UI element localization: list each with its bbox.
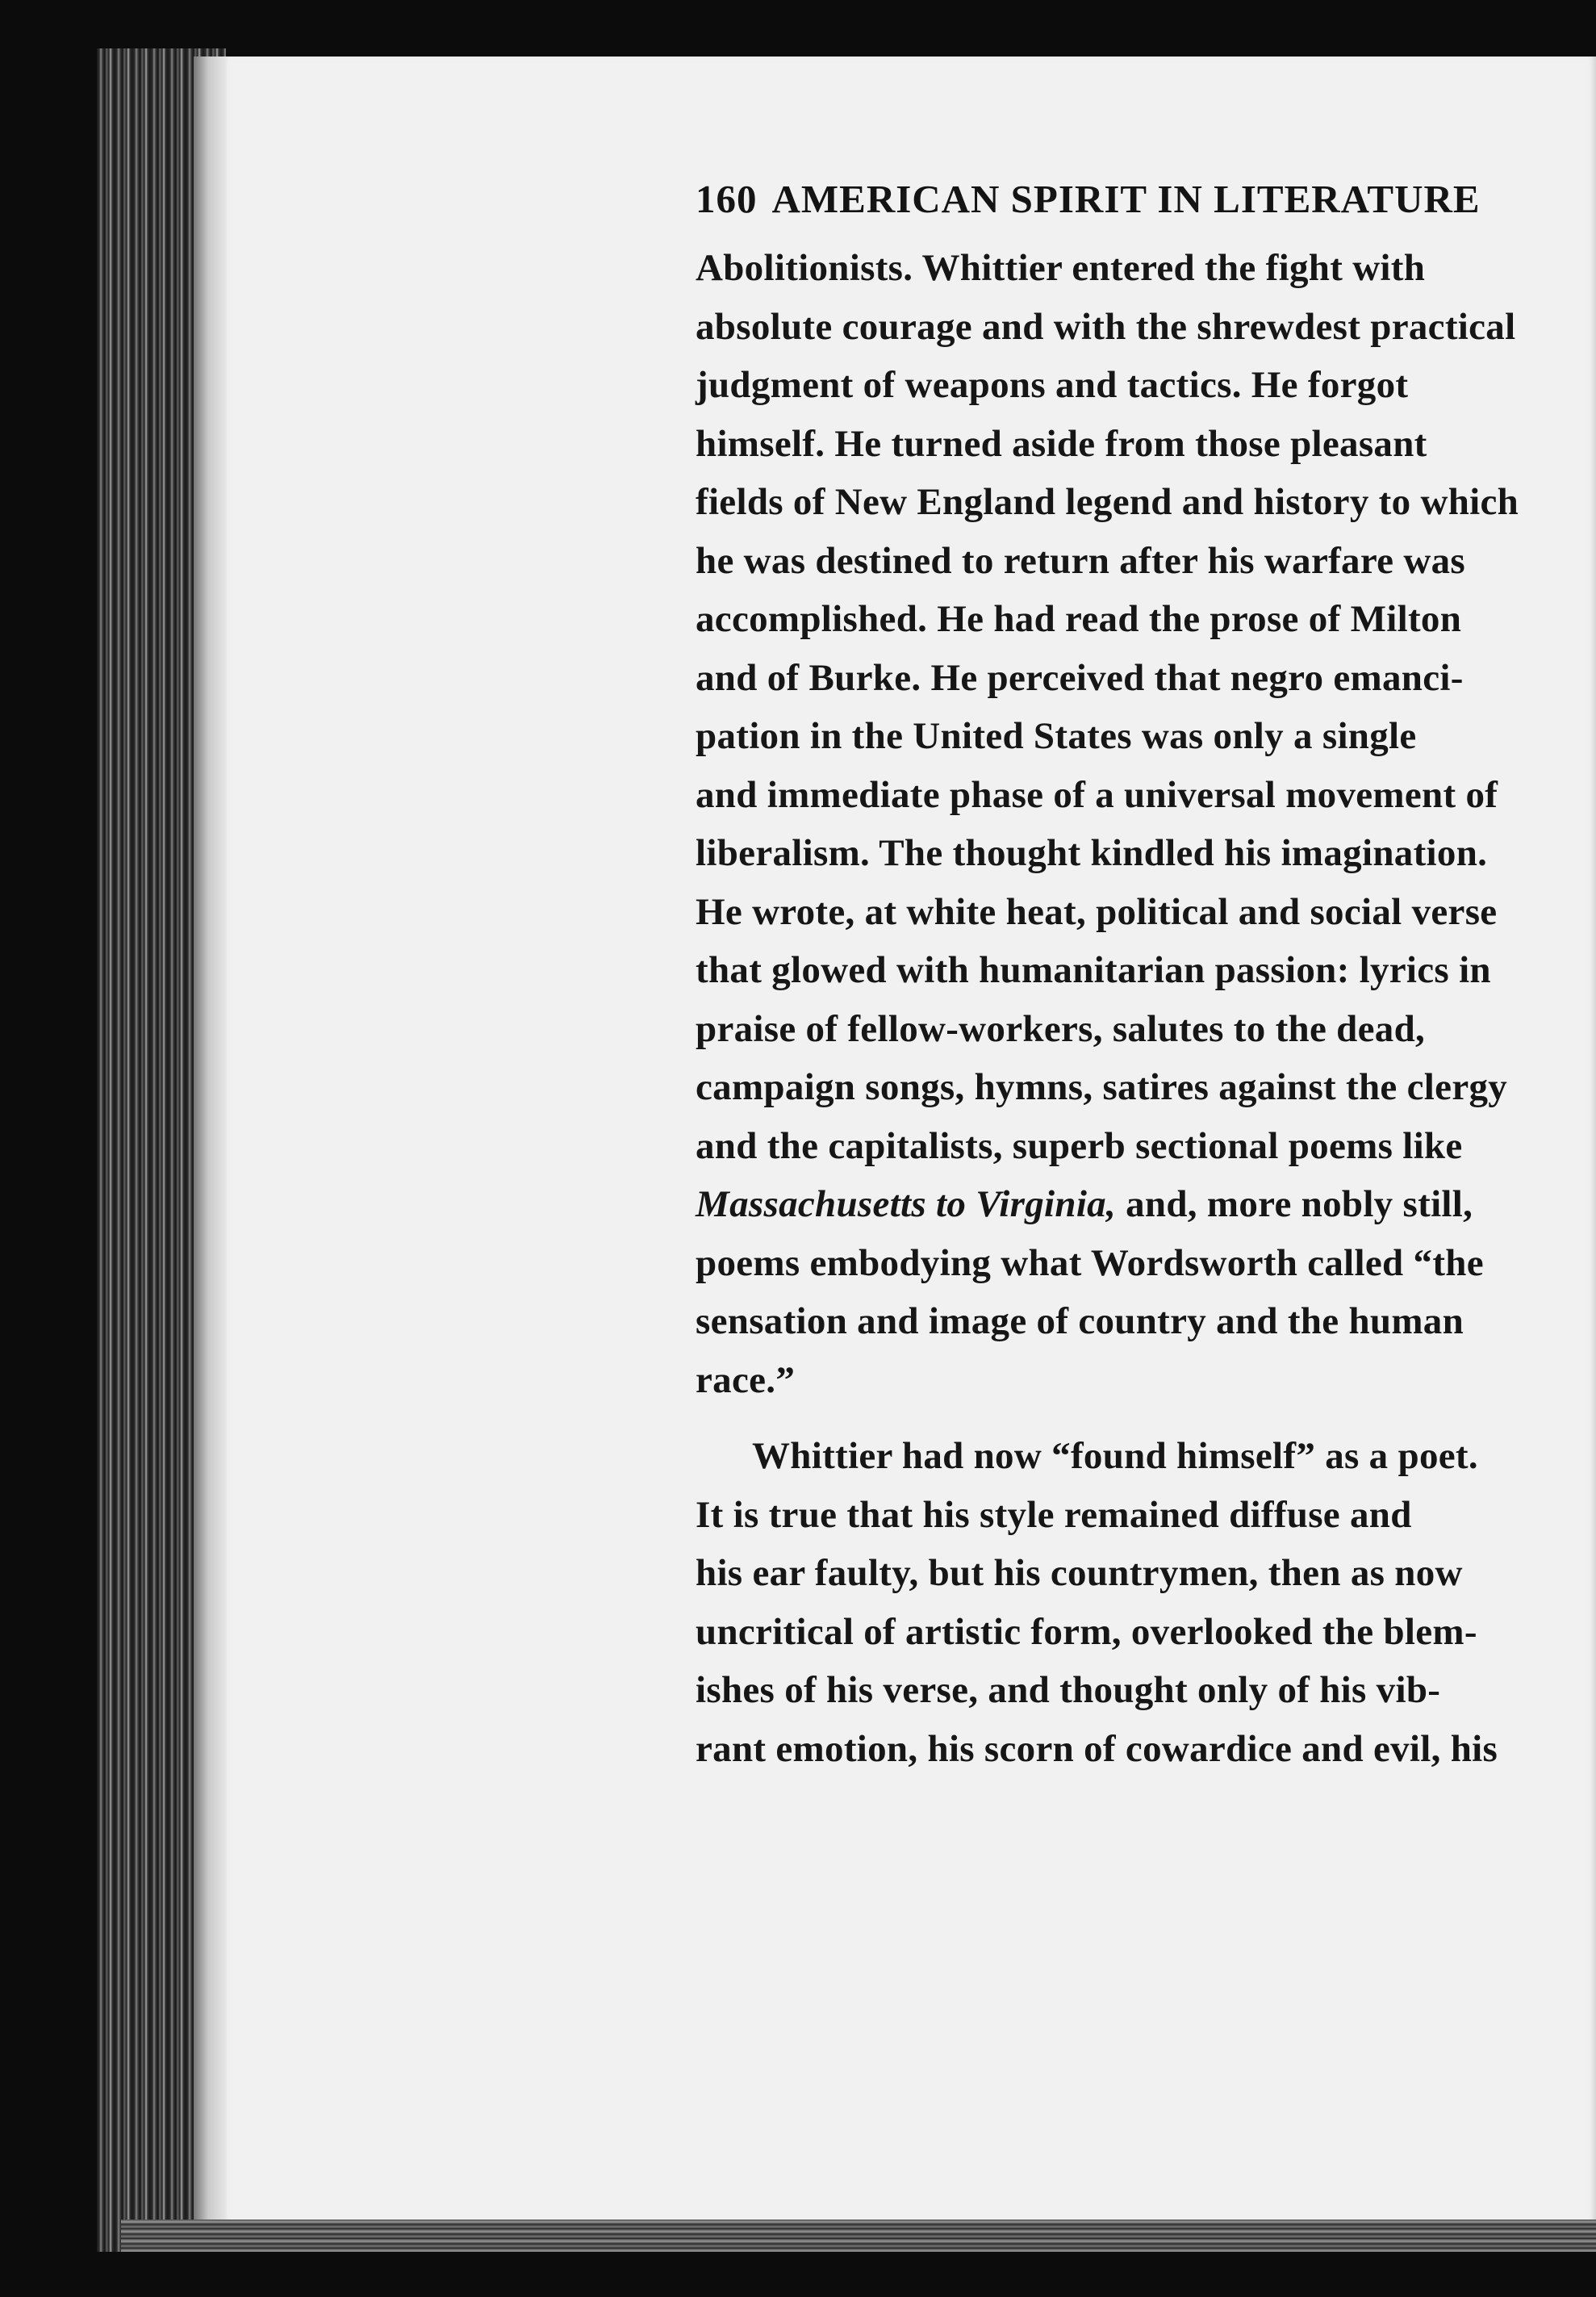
text-line: sensation and image of country and the human — [696, 1300, 1464, 1342]
text-line: rant emotion, his scorn of cowardice and evil, his — [696, 1727, 1498, 1770]
text-line: It is true that his style remained diffuse and — [696, 1493, 1412, 1536]
italic-title: Massachusetts to Virginia, — [696, 1183, 1117, 1225]
text-line: Abolitionists. Whittier entered the fight with — [696, 247, 1426, 289]
text-line: He wrote, at white heat, political and social verse — [696, 890, 1498, 933]
text-line: himself. He turned aside from those pleasant — [696, 422, 1427, 465]
text-line: absolute courage and with the shrewdest practical — [696, 305, 1516, 348]
text-line: pation in the United States was only a single — [696, 715, 1417, 757]
text-line: liberalism. The thought kindled his imagination. — [696, 832, 1488, 874]
text-line: fields of New England legend and history to which — [696, 481, 1519, 523]
text-line: and the capitalists, superb sectional poems like — [696, 1124, 1463, 1167]
running-title: AMERICAN SPIRIT IN LITERATURE — [771, 177, 1481, 221]
text-line: and immediate phase of a universal movement of — [696, 773, 1498, 816]
text-line: his ear faulty, but his countrymen, then as now — [696, 1552, 1463, 1594]
text-line: judgment of weapons and tactics. He forgot — [696, 364, 1409, 406]
text-line: praise of fellow-workers, salutes to the dead, — [696, 1007, 1426, 1050]
text-line — [696, 1175, 1473, 1233]
text-line: that glowed with humanitarian passion: lyrics in — [696, 949, 1491, 991]
text-line-rest: and, more nobly still, — [1116, 1183, 1473, 1225]
text-line: ishes of his verse, and thought only of his vib- — [696, 1669, 1441, 1711]
text-line: Whittier had now “found himself” as a poet. — [752, 1435, 1478, 1477]
text-line: campaign songs, hymns, satires against the clergy — [696, 1066, 1508, 1108]
text-line: accomplished. He had read the prose of Milton — [696, 598, 1462, 640]
text-line: uncritical of artistic form, overlooked the blem- — [696, 1610, 1477, 1653]
text-line: he was destined to return after his warfare was — [696, 539, 1466, 582]
text-line: poems embodying what Wordsworth called “the — [696, 1241, 1484, 1284]
page-number: 160 — [696, 177, 758, 221]
text-line: race.” — [696, 1358, 796, 1401]
text-line: and of Burke. He perceived that negro emanci- — [696, 656, 1464, 699]
